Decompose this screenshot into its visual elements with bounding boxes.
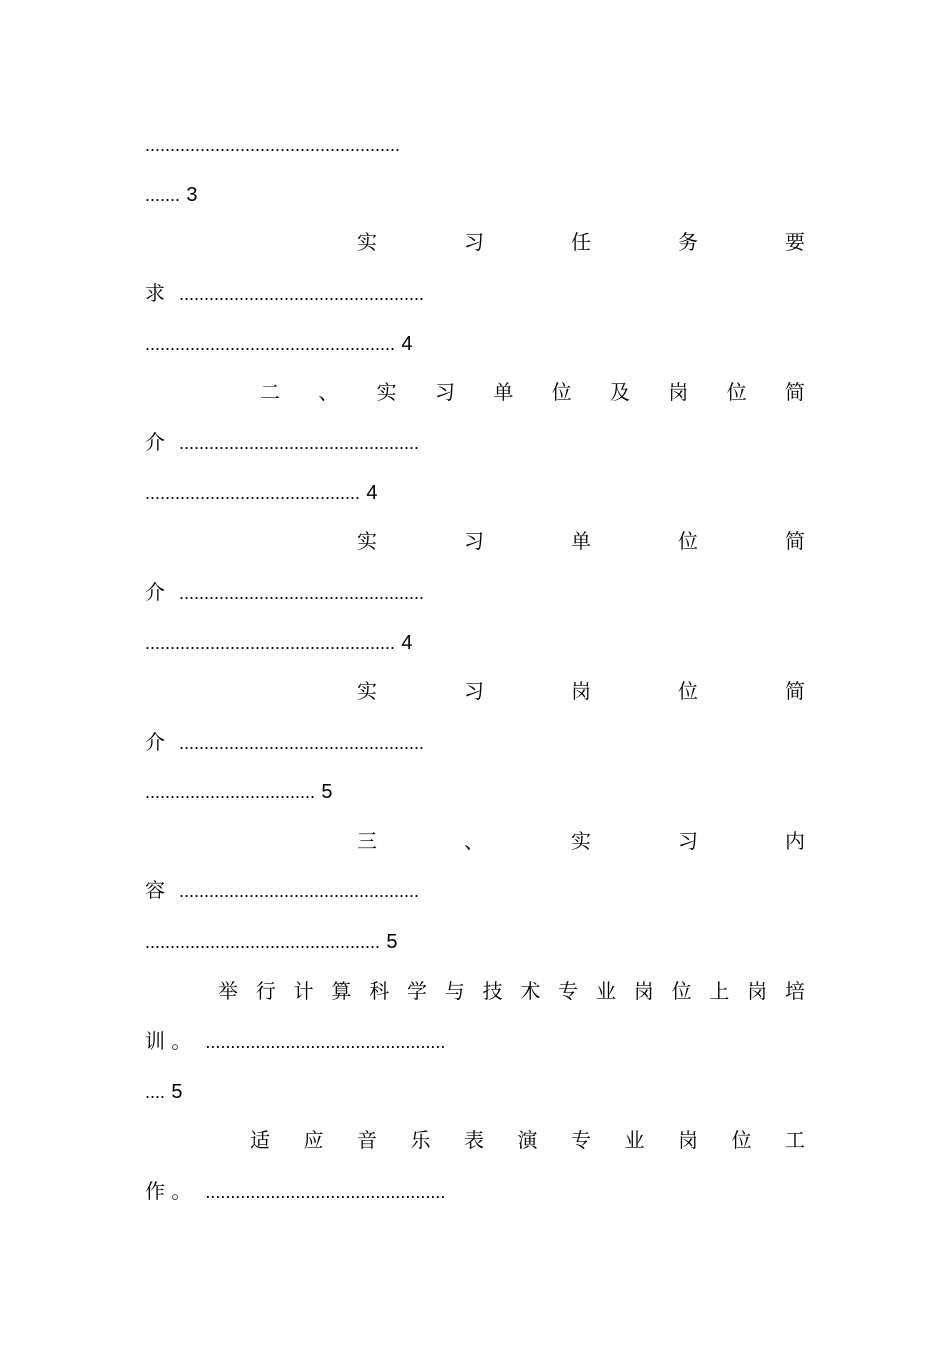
heading-char: 算 <box>331 979 352 1003</box>
heading-char: 简 <box>785 679 805 703</box>
dot-leader: ................................................ <box>205 1182 446 1202</box>
toc-entry-heading <box>357 526 805 556</box>
toc-dot-leader <box>145 130 805 160</box>
heading-char: 三 <box>357 829 377 853</box>
heading-char: 实 <box>357 230 377 254</box>
heading-char: 表 <box>464 1128 484 1152</box>
heading-char: 习 <box>678 829 698 853</box>
toc-entry-heading <box>260 377 805 407</box>
toc-entry-continuation <box>145 427 805 457</box>
dot-leader: ................................................... <box>145 135 401 155</box>
toc-entry-heading <box>357 227 805 257</box>
heading-tail: 介 <box>145 580 165 604</box>
heading-tail: 容 <box>145 878 165 902</box>
page-number: 4 <box>401 333 413 355</box>
heading-char: 内 <box>785 829 805 853</box>
heading-char: 工 <box>785 1128 805 1152</box>
toc-page-ref <box>145 926 805 956</box>
heading-char: 及 <box>609 380 630 404</box>
dot-leader: .................................................. <box>145 633 396 653</box>
heading-char: 习 <box>464 529 484 553</box>
toc-entry-continuation <box>145 875 805 905</box>
heading-char: 应 <box>303 1128 324 1152</box>
heading-char: 岗 <box>678 1128 698 1152</box>
heading-char: 习 <box>434 380 455 404</box>
heading-char: 演 <box>517 1128 538 1152</box>
dot-leader: ............................................... <box>145 932 381 952</box>
heading-tail: 介 <box>145 430 165 454</box>
heading-tail: 训 。 <box>145 1029 192 1053</box>
heading-char: 适 <box>250 1128 270 1152</box>
heading-char: 实 <box>376 380 397 404</box>
toc-entry-continuation <box>145 1176 805 1206</box>
toc-entry-heading <box>218 976 805 1006</box>
heading-char: 任 <box>571 230 591 254</box>
page-number: 4 <box>401 632 413 654</box>
heading-char: 位 <box>551 380 572 404</box>
heading-char: 实 <box>357 529 377 553</box>
dot-leader: ................................................ <box>205 1032 446 1052</box>
toc-entry-continuation <box>145 727 805 757</box>
heading-char: 要 <box>785 230 805 254</box>
heading-char: 实 <box>571 829 591 853</box>
page-number: 5 <box>171 1081 183 1103</box>
heading-char: 实 <box>357 679 377 703</box>
heading-char: 业 <box>624 1128 645 1152</box>
toc-entry-heading <box>357 826 805 856</box>
dot-leader: ................................................ <box>179 433 420 453</box>
heading-char: 位 <box>678 679 698 703</box>
heading-char: 岗 <box>633 979 654 1003</box>
heading-char: 计 <box>293 979 314 1003</box>
heading-tail: 作 。 <box>145 1179 192 1203</box>
dot-leader: ................................................. <box>179 733 425 753</box>
heading-char: 行 <box>255 979 276 1003</box>
dot-leader: ........................................... <box>145 483 361 503</box>
page-number: 5 <box>321 781 333 803</box>
heading-char: 、 <box>464 829 484 853</box>
toc-page-ref <box>145 179 805 209</box>
heading-char: 二 <box>260 380 280 404</box>
heading-char: 音 <box>357 1128 377 1152</box>
heading-char: 单 <box>571 529 591 553</box>
heading-char: 位 <box>731 1128 752 1152</box>
heading-char: 简 <box>785 529 805 553</box>
heading-char: 习 <box>464 230 484 254</box>
dot-leader: ................................................. <box>179 284 425 304</box>
toc-page-ref <box>145 477 805 507</box>
heading-char: 技 <box>482 979 503 1003</box>
heading-char: 专 <box>571 1128 591 1152</box>
page-number: 4 <box>366 482 378 504</box>
heading-char: 举 <box>218 979 238 1003</box>
dot-leader: ....... <box>145 185 181 205</box>
toc-page-ref <box>145 1076 805 1106</box>
heading-char: 岗 <box>668 380 689 404</box>
heading-char: 位 <box>671 979 692 1003</box>
dot-leader: ................................................ <box>179 881 420 901</box>
dot-leader: .................................. <box>145 782 316 802</box>
dot-leader: .................................................. <box>145 334 396 354</box>
heading-char: 岗 <box>571 679 591 703</box>
heading-char: 位 <box>678 529 698 553</box>
heading-char: 、 <box>318 380 339 404</box>
heading-char: 上 <box>709 979 730 1003</box>
heading-char: 务 <box>678 230 698 254</box>
heading-char: 乐 <box>410 1128 431 1152</box>
heading-tail: 介 <box>145 730 165 754</box>
heading-tail: 求 <box>145 281 165 305</box>
toc-entry-continuation <box>145 577 805 607</box>
heading-char: 岗 <box>747 979 768 1003</box>
heading-char: 专 <box>558 979 579 1003</box>
heading-char: 培 <box>784 979 805 1003</box>
toc-entry-continuation <box>145 1026 805 1056</box>
toc-entry-heading <box>250 1125 805 1155</box>
heading-char: 术 <box>520 979 541 1003</box>
heading-char: 单 <box>493 380 514 404</box>
toc-entry-heading <box>357 676 805 706</box>
toc-page-ref <box>145 627 805 657</box>
toc-page-ref <box>145 328 805 358</box>
toc-page-ref <box>145 776 805 806</box>
heading-char: 简 <box>784 380 805 404</box>
heading-char: 科 <box>369 979 390 1003</box>
dot-leader: .... <box>145 1082 166 1102</box>
dot-leader: ................................................. <box>179 583 425 603</box>
heading-char: 业 <box>595 979 616 1003</box>
heading-char: 学 <box>406 979 427 1003</box>
toc-entry-continuation <box>145 278 805 308</box>
heading-char: 与 <box>444 979 465 1003</box>
heading-char: 位 <box>726 380 747 404</box>
heading-char: 习 <box>464 679 484 703</box>
page-number: 3 <box>186 184 198 206</box>
page-number: 5 <box>386 931 398 953</box>
